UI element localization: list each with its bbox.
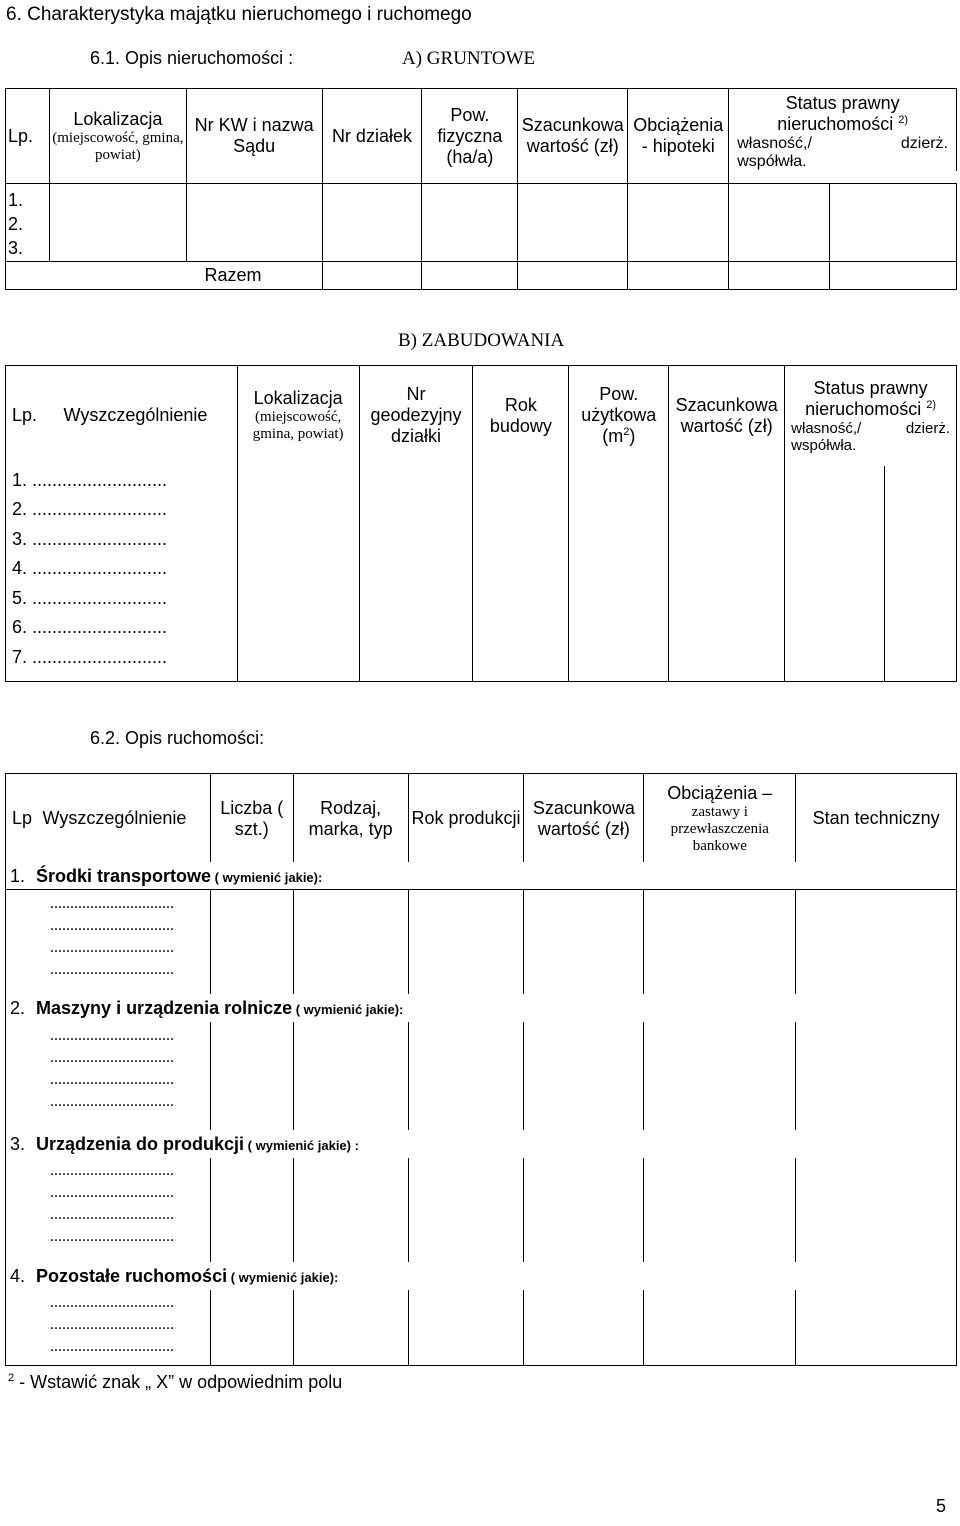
footnote: [8, 1372, 342, 1393]
col-header-lp: Lp.: [6, 89, 50, 184]
cell-razem-obciazenia[interactable]: [628, 262, 729, 290]
col-header-lp-wyszcz: [6, 366, 238, 466]
list-item: ...............................: [50, 1027, 174, 1044]
group-label: Pozostałe ruchomości: [36, 1266, 228, 1286]
status-footnote-ref: 2): [926, 398, 937, 411]
cell-pow[interactable]: [422, 184, 518, 262]
list-item: 5. ...........................: [12, 587, 168, 608]
groups-overlay: [6, 862, 956, 1365]
cell-rok[interactable]: [473, 466, 569, 682]
cell-razem-wartosc[interactable]: [518, 262, 628, 290]
col-header-obciazenia: [628, 89, 729, 184]
section-a-title: A) GRUNTOWE: [402, 48, 536, 69]
dots-list: [50, 1025, 174, 1113]
dzialki-label: Nr działek: [331, 125, 412, 146]
cell-dzialki[interactable]: [322, 184, 422, 262]
list-item: ...............................: [50, 1184, 174, 1201]
col-header-pow: [422, 89, 518, 184]
col-header-status: [785, 366, 957, 466]
status-label: Status prawny nieruchomości: [805, 377, 928, 419]
wlasnosc-label: własność,/ współwła.: [791, 419, 862, 454]
col-header-status: [729, 89, 957, 172]
col-header-lp-wyszcz: [6, 774, 211, 864]
row-number: 1.: [8, 190, 24, 210]
cell-razem-wlasnosc[interactable]: [729, 262, 830, 290]
lokalizacja-label: Lokalizacja: [253, 388, 343, 409]
col-header-wartosc: [669, 366, 785, 466]
cell-obciazenia[interactable]: [628, 184, 729, 262]
nr-label: Nr geodezyjny działki: [370, 384, 462, 447]
wartosc-label: Szacunkowa wartość (zł): [532, 797, 635, 839]
group-heading: [6, 862, 956, 890]
col-header-rodzaj: [293, 774, 408, 864]
list-item: ...............................: [50, 1162, 174, 1179]
table-zabudowania: [5, 365, 957, 682]
dzierz-label: dzierż.: [900, 135, 948, 152]
cell-nr[interactable]: [359, 466, 473, 682]
col-header-lokalizacja: [237, 366, 359, 466]
cell-dzierz[interactable]: [830, 184, 957, 262]
col-header-wartosc: [518, 89, 628, 184]
status-label: Status prawny nieruchomości: [777, 93, 900, 134]
section-b-title: B) ZABUDOWANIA: [398, 330, 565, 351]
table-gruntowe: [5, 88, 957, 290]
cell-razem-dzierz[interactable]: [830, 262, 957, 290]
col-header-obciazenia: [644, 774, 796, 864]
cell-dzierz[interactable]: [885, 466, 957, 682]
lp-label: Lp: [12, 808, 33, 829]
section-6-2-title: 6.2. Opis ruchomości:: [90, 728, 265, 748]
list-item: ...............................: [50, 1071, 174, 1088]
list-item: ...............................: [50, 1316, 174, 1333]
wartosc-label: Szacunkowa wartość (zł): [675, 394, 778, 436]
list-item: ...............................: [50, 1338, 174, 1355]
wyszczegolnienie-label: Wyszczególnienie: [42, 808, 187, 829]
list-item: ...............................: [50, 917, 174, 934]
dots-list: [50, 893, 174, 981]
dzierz-label: dzierż.: [905, 419, 950, 437]
rok-label: Rok budowy: [489, 394, 552, 436]
col-header-lokalizacja: [49, 89, 186, 184]
row-numbers: [6, 184, 50, 262]
cell-razem-dzialki[interactable]: [322, 262, 422, 290]
footnote-mark: 2: [8, 1372, 15, 1384]
group-hint: ( wymienić jakie):: [211, 870, 323, 885]
page-heading: 6. Charakterystyka majątku nieruchomego i ruchomego: [6, 4, 472, 25]
list-item: ...............................: [50, 939, 174, 956]
status-footnote-ref: 2): [898, 114, 909, 126]
group-label: Środki transportowe: [36, 866, 212, 886]
pow-label: Pow. fizyczna (ha/a): [437, 104, 503, 167]
list-item: ...............................: [50, 895, 174, 912]
cell-wartosc[interactable]: [518, 184, 628, 262]
wartosc-label: Szacunkowa wartość (zł): [521, 115, 624, 156]
rodzaj-label: Rodzaj, marka, typ: [308, 797, 393, 839]
lokalizacja-sub: (miejscowość, gmina, powiat): [252, 409, 344, 443]
rok-label: Rok produkcji: [411, 808, 521, 829]
liczba-label: Liczba ( szt.): [220, 797, 284, 839]
lp-label: Lp.: [12, 405, 38, 426]
col-header-liczba: [210, 774, 293, 864]
obciazenia-label: Obciążenia - hipoteki: [633, 115, 724, 156]
wlasnosc-label: własność,/ współwła.: [737, 135, 812, 170]
cell-lokalizacja[interactable]: [49, 184, 186, 262]
col-header-pow: [569, 366, 669, 466]
row-number: 3.: [8, 238, 24, 258]
cell-wartosc[interactable]: [669, 466, 785, 682]
group-hint: ( wymienić jakie):: [292, 1002, 404, 1017]
col-header-rok: [408, 774, 524, 864]
col-header-wartosc: [524, 774, 644, 864]
col-header-nr: [359, 366, 473, 466]
obciazenia-sub: zastawy i przewłaszczenia bankowe: [670, 803, 769, 854]
dots-list: [50, 1160, 174, 1248]
col-header-rok: [473, 366, 569, 466]
cell-razem-pow[interactable]: [422, 262, 518, 290]
group-hint: ( wymienić jakie) :: [244, 1138, 359, 1153]
cell-wlasnosc[interactable]: [785, 466, 885, 682]
col-header-stan: [796, 774, 957, 864]
list-item: 6. ...........................: [12, 617, 168, 637]
group-number: 2.: [10, 998, 26, 1018]
list-item: 3. ...........................: [12, 528, 168, 549]
list-item: 2. ...........................: [12, 499, 168, 519]
obciazenia-label: Obciążenia –: [667, 782, 773, 803]
list-item: ...............................: [50, 1049, 174, 1066]
lokalizacja-sub: (miejscowość, gmina, powiat): [52, 129, 184, 163]
pow-label: Pow. użytkowa (m: [581, 384, 657, 447]
list-item: ...............................: [50, 1206, 174, 1223]
cell-pow[interactable]: [569, 466, 669, 682]
footnote-text: - Wstawić znak „ X” w odpowiednim polu: [14, 1372, 343, 1392]
group-heading: [6, 994, 956, 1022]
section-6-1-title: 6.1. Opis nieruchomości :: [90, 48, 294, 68]
group-label: Urządzenia do produkcji: [36, 1134, 245, 1154]
list-item: 4. ...........................: [12, 558, 168, 578]
list-item: 1. ...........................: [12, 469, 168, 490]
pow-sup: 2: [623, 426, 630, 439]
group-label: Maszyny i urządzenia rolnicze: [36, 998, 293, 1018]
cell-lokalizacja[interactable]: [237, 466, 359, 682]
group-hint: ( wymienić jakie):: [227, 1270, 339, 1285]
stan-label: Stan techniczny: [812, 808, 940, 829]
page-number: 5: [936, 1496, 947, 1516]
row-list: [6, 466, 238, 682]
list-item: ...............................: [50, 1228, 174, 1245]
dots-list: [50, 1292, 174, 1358]
group-number: 4.: [10, 1266, 26, 1286]
group-number: 3.: [10, 1134, 26, 1154]
list-item: 7. ...........................: [12, 646, 168, 667]
list-item: ...............................: [50, 1294, 174, 1311]
pow-end: ): [629, 426, 636, 447]
list-item: ...............................: [50, 961, 174, 978]
row-number: 2.: [8, 214, 24, 234]
lokalizacja-label: Lokalizacja: [73, 108, 163, 129]
group-heading: [6, 1130, 956, 1158]
cell-wlasnosc[interactable]: [729, 184, 830, 262]
wyszczegolnienie-label: Wyszczególnienie: [63, 405, 208, 426]
col-header-kw: [186, 89, 322, 184]
group-number: 1.: [10, 866, 26, 886]
list-item: ...............................: [50, 1093, 174, 1110]
group-heading: [6, 1262, 956, 1290]
razem-spacer: [6, 262, 50, 290]
col-header-dzialki: [322, 89, 422, 184]
kw-label: Nr KW i nazwa Sądu: [194, 115, 314, 156]
cell-kw[interactable]: [186, 184, 322, 262]
razem-label: Razem: [49, 262, 322, 290]
